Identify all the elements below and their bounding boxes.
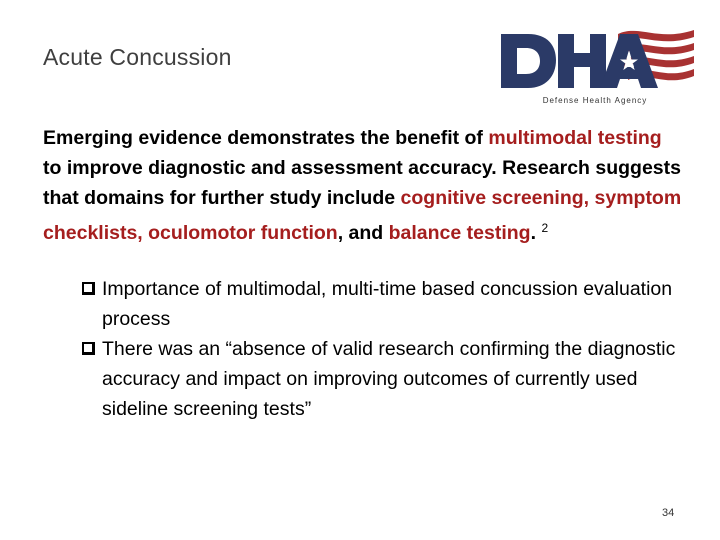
highlight-domains: cognitive screening, symptom checklists, oculomotor function: [43, 187, 682, 244]
dha-logo-graphic: [498, 26, 694, 96]
logo-subtitle: Defense Health Agency: [542, 96, 648, 105]
logo-letter-d: [501, 34, 556, 88]
bullet-text: There was an “absence of valid research confirming the diagnostic accuracy and impact on improving outcomes of currently used sideline screening tests”: [102, 338, 676, 420]
citation-number: 2: [541, 221, 549, 235]
checkbox-bullet-icon: [82, 342, 95, 355]
paragraph-text-1: Emerging evidence demonstrates the benefit of: [43, 127, 489, 149]
bullet-item: [82, 274, 692, 334]
paragraph-text-3: , and: [337, 222, 389, 244]
main-paragraph: [43, 123, 683, 248]
dha-logo: [498, 26, 694, 108]
logo-letter-h: [558, 34, 606, 88]
paragraph-text-4: .: [530, 222, 542, 244]
highlight-balance-testing: balance testing: [388, 222, 531, 244]
page-number: 34: [662, 507, 675, 519]
bullet-item: [82, 334, 692, 424]
bullet-text: Importance of multimodal, multi-time based concussion evaluation process: [102, 278, 673, 330]
paragraph-text-2: to improve diagnostic and assessment accuracy. Research suggests that domains for further study include: [43, 157, 681, 209]
bullet-list: [82, 274, 692, 424]
slide-title: Acute Concussion: [43, 44, 232, 70]
checkbox-bullet-icon: [82, 282, 95, 295]
highlight-multimodal-testing: multimodal testing: [488, 127, 662, 149]
